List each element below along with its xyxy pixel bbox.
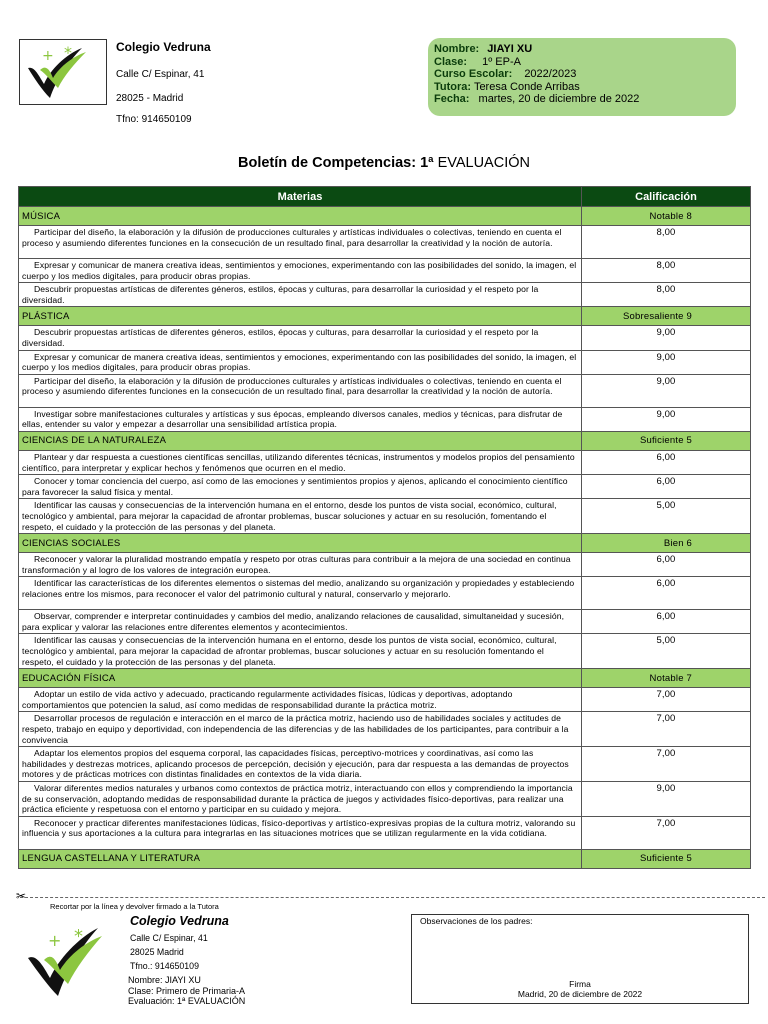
competency-value: 6,00 [582,450,751,474]
competency-text: Plantear y dar respuesta a cuestiones científicas sencillas, utilizando diferentes técnicas, instrumentos y modelos propios del pensamiento científico, para interpretar y explicar hechos y fenómenos que ocurren en el medio. [19,450,582,474]
student-year-label: Curso Escolar: [434,68,513,81]
svg-text:*: * [64,43,72,62]
subject-grade: Bien 6 [582,534,751,553]
student-tutor-row [434,81,736,94]
competency-text: Expresar y comunicar de manera creativa ideas, sentimientos y emociones, experimentando con las posibilidades del sonido, la imagen, el cuerpo y los medios digitales, para producir obras propias. [19,259,582,283]
competency-value: 7,00 [582,747,751,782]
report-title-main: Boletín de Competencias: 1ª [238,155,434,171]
slip-phone: Tfno.: 914650109 [130,961,199,971]
subject-name: LENGUA CASTELLANA Y LITERATURA [19,849,582,868]
slip-student: Nombre: JIAYI XU [128,975,201,985]
competency-text: Adoptar un estilo de vida activo y adecuado, practicando regularmente actividades físicas, lúdicas y deportivas, adoptando comportamientos que potencien la salud, así como medidas de responsabilidad durante la práctica motriz. [19,688,582,712]
competency-value: 5,00 [582,499,751,534]
grades-table-header [19,187,751,207]
competency-row [19,407,751,431]
student-name-value: JIAYI XU [487,43,533,55]
competency-value: 5,00 [582,634,751,669]
competency-row [19,259,751,283]
competency-row [19,712,751,747]
competency-value: 8,00 [582,226,751,259]
student-name-label: Nombre: [434,43,480,55]
competency-text: Adaptar los elementos propios del esquema corporal, las capacidades físicas, perceptivo-motrices y coordinativas, así como las habilidades y destrezas motrices, aplicando procesos de percepción, decisión y ejecución, para dar respuesta a las demandas de proyectos motores y de prácticas motrices con distintas finalidades en contextos de la vida diaria. [19,747,582,782]
slip-address-line1: Calle C/ Espinar, 41 [130,933,208,943]
slip-address-line2: 28025 Madrid [130,947,184,957]
competency-text: Reconocer y practicar diferentes manifestaciones lúdicas, físico-deportivas y artístico-expresivas propias de la cultura motriz, valorando su influencia y sus aportaciones a la cultura para integrarlas en las situaciones motrices que se utilizan regularmente en la vida cotidiana. [19,816,582,849]
competency-row [19,499,751,534]
competency-row [19,816,751,849]
slip-school-name: Colegio Vedruna [130,914,229,928]
competency-row [19,450,751,474]
subject-name: PLÁSTICA [19,307,582,326]
competency-value: 7,00 [582,712,751,747]
competency-value: 9,00 [582,326,751,350]
competency-text: Participar del diseño, la elaboración y la difusión de producciones culturales y artísticas individuales o colectivas, teniendo en cuenta el proceso y asumiendo diferentes funciones en la consecución de un resultado final, para desarrollar la creatividad y la noción de autoría. [19,374,582,407]
competency-row [19,610,751,634]
competency-text: Reconocer y valorar la pluralidad mostrando empatía y respeto por otras culturas para contribuir a la mejora de una sociedad en continua transformación y al logro de los valores de integración europea. [19,553,582,577]
school-address-line1: Calle C/ Espinar, 41 [116,69,205,80]
competency-value: 9,00 [582,407,751,431]
school-address-line2: 28025 - Madrid [116,93,184,104]
header-subjects: Materias [19,187,582,207]
header-grade: Calificación [582,187,751,207]
school-logo-frame [19,39,107,105]
subject-name: CIENCIAS DE LA NATURALEZA [19,431,582,450]
competency-text: Observar, comprender e interpretar continuidades y cambios del medio, analizando relaciones de causalidad, simultaneidad y sucesión, para explicar y valorar las relaciones entre diferentes elementos y acontecimientos. [19,610,582,634]
competency-value: 7,00 [582,688,751,712]
school-name: Colegio Vedruna [116,40,211,54]
competency-row [19,782,751,817]
school-phone: Tfno: 914650109 [116,114,192,125]
student-class-value: 1º EP-A [482,55,521,68]
competency-value: 9,00 [582,782,751,817]
competency-value: 8,00 [582,259,751,283]
competency-value: 6,00 [582,475,751,499]
competency-text: Identificar las características de los diferentes elementos o sistemas del medio, analizando su organización y propiedades y estableciendo relaciones entre los mismos, para reconocer el valor del patrimonio cultural y natural, conservarlo y mejorarlo. [19,577,582,610]
competency-text: Descubrir propuestas artísticas de diferentes géneros, estilos, épocas y culturas, para desarrollar la curiosidad y el respeto por la diversidad. [19,326,582,350]
competency-row [19,350,751,374]
competency-text: Participar del diseño, la elaboración y la difusión de producciones culturales y artísticas individuales o colectivas, teniendo en cuenta el proceso y asumiendo diferentes funciones en la consecución de un resultado final, para desarrollar la creatividad y la noción de autoría. [19,226,582,259]
subject-grade: Notable 7 [582,669,751,688]
competency-row [19,326,751,350]
cut-line [20,897,765,898]
competency-value: 6,00 [582,553,751,577]
cut-note: Recortar por la línea y devolver firmado a la Tutora [50,902,219,911]
slip-logo [22,918,122,1004]
competency-row [19,747,751,782]
competency-value: 6,00 [582,577,751,610]
observations-label: Observaciones de los padres: [420,916,533,926]
competency-text: Valorar diferentes medios naturales y urbanos como contextos de práctica motriz, interactuando con ellos y comprendiendo la importancia de su conservación, adoptando medidas de responsabilidad durante la práctica de juegos y actividades físico-deportivas, para realizar una práctica eficiente y respetuosa con el entorno y participar en su cuidado y mejora. [19,782,582,817]
competency-text: Descubrir propuestas artísticas de diferentes géneros, estilos, épocas y culturas, para desarrollar la curiosidad y el respeto por la diversidad. [19,283,582,307]
competency-row [19,688,751,712]
signature-date: Madrid, 20 de diciembre de 2022 [517,989,643,999]
subject-row [19,669,751,688]
vedruna-check-logo-icon [20,40,106,104]
competency-row [19,553,751,577]
student-tutor-label: Tutora: [434,80,472,93]
subject-row [19,207,751,226]
competency-row [19,475,751,499]
scissors-icon: ✂ [16,889,27,903]
student-year-value: 2022/2023 [524,68,577,81]
student-name-row [434,43,736,56]
student-class-row [434,56,736,69]
grades-table-body [19,207,751,869]
competency-value: 7,00 [582,816,751,849]
grades-table [18,186,751,869]
signature-label: Firma [569,979,591,989]
student-year-row [434,68,736,81]
subject-grade: Suficiente 5 [582,431,751,450]
student-date-row [434,93,736,106]
competency-value: 6,00 [582,610,751,634]
subject-row [19,307,751,326]
student-date-label: Fecha: [434,93,470,106]
svg-text:+: + [48,931,62,950]
subject-grade: Sobresaliente 9 [582,307,751,326]
student-info-box [428,38,736,116]
subject-grade: Notable 8 [582,207,751,226]
student-tutor-value: Teresa Conde Arribas [473,80,580,93]
competency-text: Identificar las causas y consecuencias de la intervención humana en el entorno, desde los puntos de vista social, económico, cultural, tecnológico y ambiental, para mejorar la capacidad de afrontar problemas, buscar soluciones y actuar en su resolución, fomentando el respeto, el cuidado y la protección de las personas y del planeta. [19,499,582,534]
competency-row [19,374,751,407]
subject-grade: Suficiente 5 [582,849,751,868]
competency-row [19,577,751,610]
competency-value: 8,00 [582,283,751,307]
subject-name: MÚSICA [19,207,582,226]
vedruna-check-logo-icon [22,918,122,1004]
svg-text:*: * [74,926,83,947]
subject-row [19,849,751,868]
competency-row [19,634,751,669]
subject-name: CIENCIAS SOCIALES [19,534,582,553]
slip-class: Clase: Primero de Primaria-A [128,986,246,996]
competency-text: Desarrollar procesos de regulación e interacción en el marco de la práctica motriz, haciendo uso de habilidades sociales y actitudes de respeto, trabajo en equipo y deportividad, con independencia de las diferencias y de las habilidades de los participantes, para contribuir a la convivencia [19,712,582,747]
svg-text:+: + [42,48,54,64]
competency-text: Expresar y comunicar de manera creativa ideas, sentimientos y emociones, experimentando con las posibilidades del sonido, la imagen, el cuerpo y los medios digitales, para producir obras propias. [19,350,582,374]
subject-name: EDUCACIÓN FÍSICA [19,669,582,688]
competency-value: 9,00 [582,374,751,407]
student-date-value: martes, 20 de diciembre de 2022 [478,93,640,106]
subject-row [19,431,751,450]
competency-text: Identificar las causas y consecuencias de la intervención humana en el entorno, desde los puntos de vista social, económico, cultural, tecnológico y ambiental, para mejorar la capacidad de afrontar problemas, buscar soluciones y actuar en su resolución fomentando el respeto, el cuidado y la protección de las personas y del planeta. [19,634,582,669]
slip-evaluation: Evaluación: 1ª EVALUACIÓN [128,996,246,1006]
report-title-suffix: EVALUACIÓN [437,155,530,171]
competency-text: Investigar sobre manifestaciones culturales y artísticas y sus épocas, empleando diversos canales, medios y técnicas, para disfrutar de ellas, entender su valor y empezar a desarrollar una sensibilidad artística propia. [19,407,582,431]
report-title [0,155,768,171]
student-class-label: Clase: [434,55,468,68]
competency-row [19,283,751,307]
subject-row [19,534,751,553]
competency-value: 9,00 [582,350,751,374]
competency-text: Conocer y tomar conciencia del cuerpo, así como de las emociones y sentimientos propios y ajenos, aplicando el conocimiento científico para favorecer la salud física y mental. [19,475,582,499]
competency-row [19,226,751,259]
